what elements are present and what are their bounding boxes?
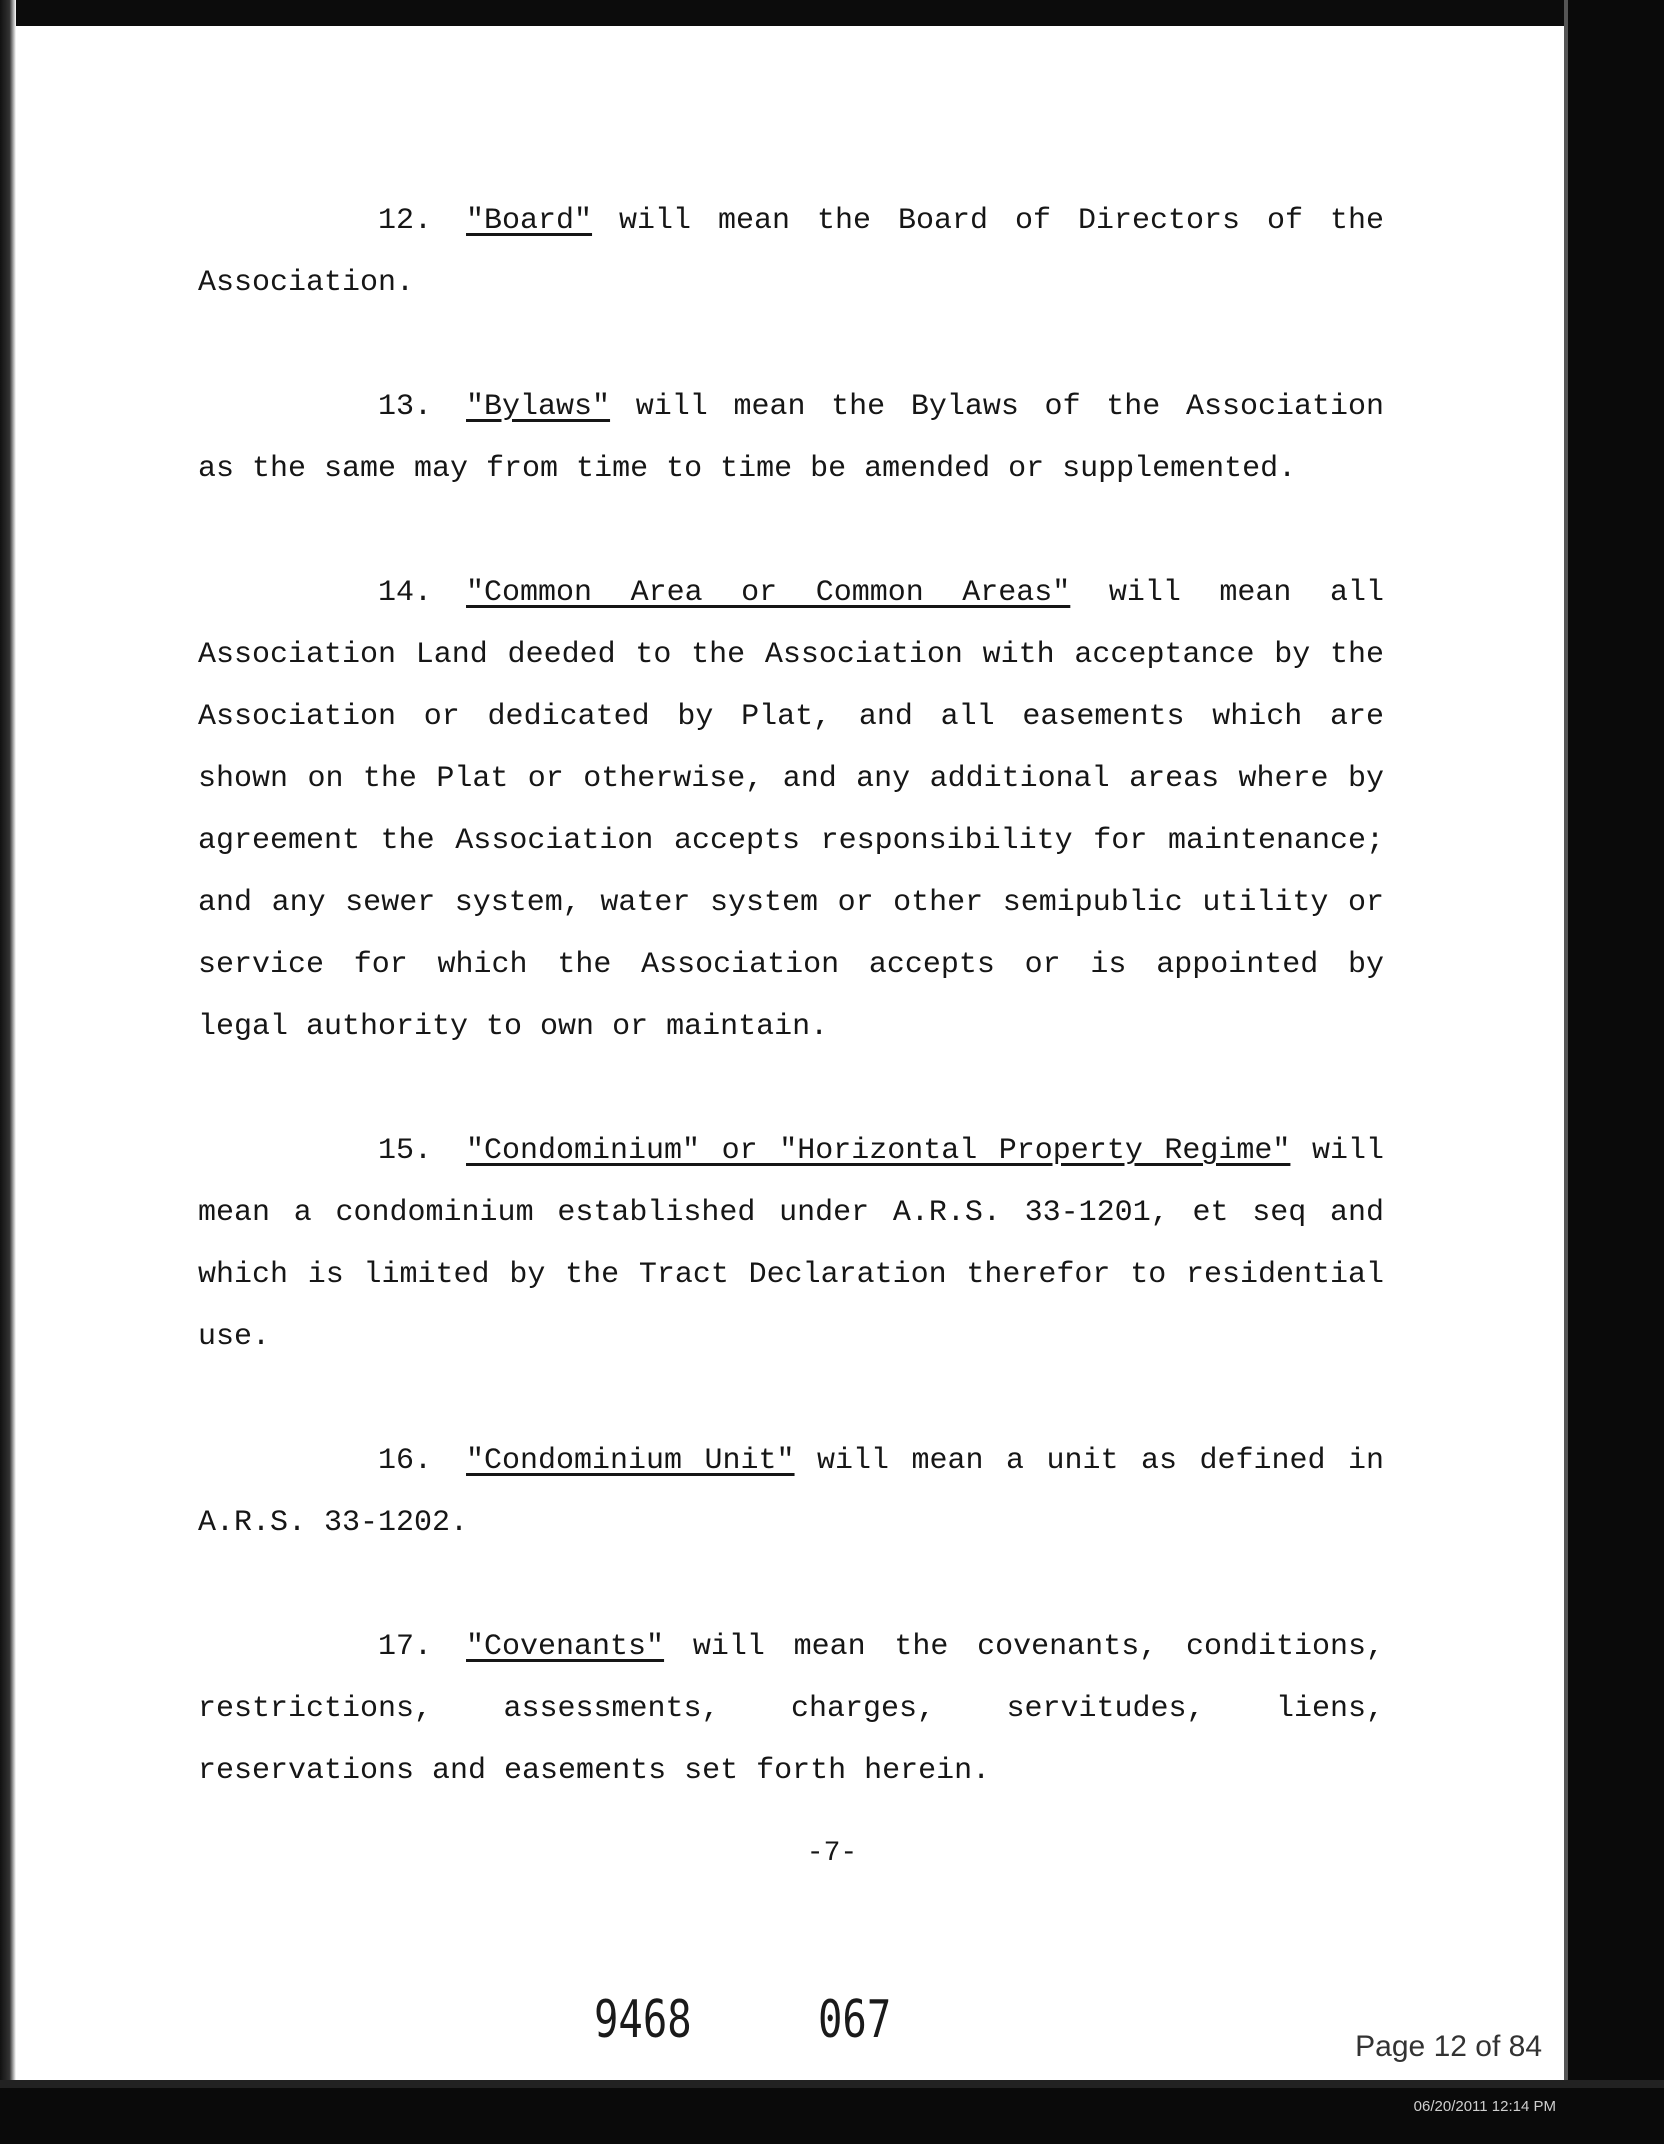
scan-edge-left	[0, 0, 16, 2144]
defined-term: "Common Area or Common Areas"	[466, 576, 1071, 610]
definition-text: will mean the Board of Directors of the Association.	[198, 204, 1384, 300]
definition-number: 14.	[378, 576, 433, 610]
scan-edge-bottom	[0, 2088, 1664, 2144]
definition-number: 12.	[378, 204, 433, 238]
definition-12	[198, 190, 1384, 314]
definition-text: will mean a unit as defined in A.R.S. 33-1202.	[198, 1444, 1384, 1540]
definition-number: 15.	[378, 1134, 433, 1168]
definition-number: 13.	[378, 390, 433, 424]
defined-term: "Condominium" or "Horizontal Property Regime"	[466, 1134, 1291, 1168]
defined-term: "Condominium Unit"	[466, 1444, 795, 1478]
definition-15	[198, 1120, 1384, 1368]
defined-term: "Board"	[466, 204, 593, 238]
definitions-section	[198, 190, 1384, 1864]
definition-14	[198, 562, 1384, 1058]
definition-17	[198, 1616, 1384, 1802]
definition-13	[198, 376, 1384, 500]
scan-edge-bottom-shadow	[0, 2080, 1664, 2088]
page-count: Page 12 of 84	[1355, 2030, 1542, 2063]
definition-16	[198, 1430, 1384, 1554]
definition-text: will mean the covenants, conditions, restrictions, assessments, charges, servitudes, liens, reservations and easements set forth herein.	[198, 1630, 1384, 1788]
definition-text: will mean all Association Land deeded to the Association with acceptance by the Association or dedicated by Plat, and all easements which are shown on the Plat or otherwise, and any additional areas where by agreement the Association accepts responsibility for maintenance; and any sewer system, water system or other semipublic utility or service for which the Association accepts or is appointed by legal authority to own or maintain.	[198, 576, 1385, 1044]
definition-number: 17.	[378, 1630, 433, 1664]
definition-text: will mean the Bylaws of the Association as the same may from time to time be amended or supplemented.	[198, 390, 1384, 486]
definition-text: will mean a condominium established under A.R.S. 33-1201, et seq and which is limited by the Tract Declaration therefor to residential use.	[198, 1134, 1385, 1354]
defined-term: "Covenants"	[466, 1630, 665, 1664]
page-number: -7-	[806, 1838, 858, 1869]
docket-book-number: 9468	[594, 1990, 692, 2050]
definition-number: 16.	[378, 1444, 433, 1478]
scan-edge-top	[0, 0, 1664, 26]
scan-edge-right	[1568, 0, 1664, 2144]
docket-page-number: 067	[818, 1990, 892, 2050]
defined-term: "Bylaws"	[466, 390, 611, 424]
scan-timestamp: 06/20/2011 12:14 PM	[1413, 2098, 1556, 2115]
